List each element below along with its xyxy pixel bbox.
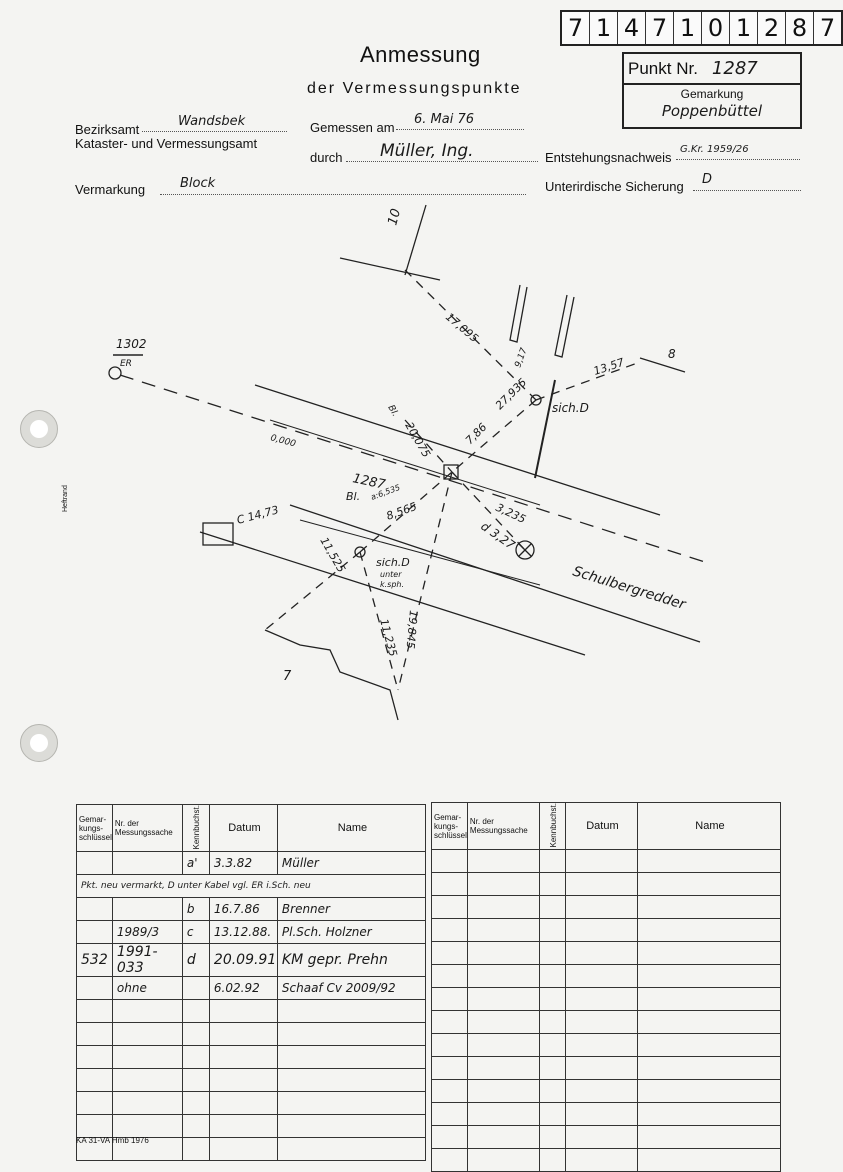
th-name-r: Name bbox=[637, 803, 780, 850]
table-row bbox=[432, 1011, 781, 1034]
sich-d2-label: sich.D bbox=[376, 556, 410, 569]
serial-digit: 4 bbox=[618, 12, 646, 44]
table-cell bbox=[565, 988, 637, 1011]
table-row bbox=[432, 988, 781, 1011]
table-cell bbox=[432, 1034, 468, 1057]
table-cell bbox=[277, 1023, 425, 1046]
gemessen-label: Gemessen am bbox=[310, 120, 395, 135]
table-row bbox=[432, 850, 781, 873]
table-cell bbox=[637, 1149, 780, 1172]
table-cell bbox=[77, 1069, 113, 1092]
table-row bbox=[77, 875, 426, 898]
table-row bbox=[77, 1046, 426, 1069]
punkt-value: 1287 bbox=[711, 58, 758, 79]
table-cell bbox=[112, 1023, 182, 1046]
table-note-cell: Pkt. neu vermarkt, D unter Kabel vgl. ER i.Sch. neu bbox=[77, 875, 426, 898]
punkt-label: Punkt Nr. bbox=[628, 58, 698, 78]
m-1473: C 14,73 bbox=[235, 503, 280, 527]
heftrand-label: Heftrand bbox=[62, 485, 69, 512]
sich-d-label: sich.D bbox=[552, 401, 589, 415]
m-17095: 17,095 bbox=[443, 310, 481, 346]
table-cell bbox=[77, 1092, 113, 1115]
table-cell: 16.7.86 bbox=[209, 898, 277, 921]
table-cell bbox=[77, 1023, 113, 1046]
table-cell bbox=[182, 1046, 209, 1069]
table-cell bbox=[77, 1115, 113, 1138]
table-cell bbox=[77, 898, 113, 921]
parcel-10: 10 bbox=[385, 207, 405, 228]
serial-digit: 1 bbox=[674, 12, 702, 44]
table-cell bbox=[637, 988, 780, 1011]
table-cell bbox=[432, 1057, 468, 1080]
th-gemarkung-r: Gemar-kungs-schlüssel bbox=[432, 803, 468, 850]
table-cell bbox=[467, 1034, 539, 1057]
table-cell bbox=[467, 850, 539, 873]
table-row bbox=[432, 1149, 781, 1172]
table-cell bbox=[637, 942, 780, 965]
table-cell bbox=[112, 1069, 182, 1092]
table-cell bbox=[637, 873, 780, 896]
table-cell bbox=[182, 1115, 209, 1138]
table-cell bbox=[637, 1080, 780, 1103]
label-1302-sub: ER bbox=[120, 359, 132, 369]
table-cell bbox=[637, 1126, 780, 1149]
th-name: Name bbox=[277, 805, 425, 852]
table-cell bbox=[565, 1011, 637, 1034]
th-kennbuchst-r: Kennbuchst. bbox=[548, 803, 558, 848]
table-cell bbox=[539, 988, 565, 1011]
serial-digit: 1 bbox=[730, 12, 758, 44]
table-cell bbox=[637, 850, 780, 873]
table-cell: 1989/3 bbox=[112, 921, 182, 944]
table-cell: d bbox=[182, 944, 209, 977]
table-cell bbox=[277, 1000, 425, 1023]
table-cell bbox=[467, 1011, 539, 1034]
table-row bbox=[432, 1034, 781, 1057]
table-cell bbox=[539, 1103, 565, 1126]
table-row bbox=[77, 1069, 426, 1092]
table-cell: 6.02.92 bbox=[209, 977, 277, 1000]
sicherung-value: D bbox=[702, 172, 713, 187]
m-786: 7,86 bbox=[462, 420, 490, 448]
bezirksamt-label: Bezirksamt bbox=[75, 122, 140, 137]
table-cell: b bbox=[182, 898, 209, 921]
table-cell: 13.12.88. bbox=[209, 921, 277, 944]
table-cell bbox=[565, 919, 637, 942]
table-cell bbox=[539, 896, 565, 919]
entstehung-label: Entstehungsnachweis bbox=[545, 150, 672, 165]
table-cell bbox=[539, 1126, 565, 1149]
table-cell bbox=[565, 965, 637, 988]
label-1302: 1302 bbox=[116, 337, 147, 351]
m-917: 9,17 bbox=[513, 346, 530, 370]
table-cell: Schaaf Cv 2009/92 bbox=[277, 977, 425, 1000]
th-gemarkung: Gemar-kungs-schlüssel bbox=[77, 805, 113, 852]
table-cell bbox=[112, 1046, 182, 1069]
table-cell bbox=[432, 1126, 468, 1149]
serial-digit: 7 bbox=[646, 12, 674, 44]
m-27935: 27,935 bbox=[492, 375, 530, 413]
table-cell bbox=[539, 1011, 565, 1034]
serial-digit: 1 bbox=[590, 12, 618, 44]
serial-digit: 7 bbox=[819, 14, 836, 42]
table-cell bbox=[277, 1069, 425, 1092]
table-cell bbox=[467, 873, 539, 896]
ladder-2 bbox=[555, 295, 574, 357]
table-cell bbox=[637, 965, 780, 988]
m-11525: 11,525 bbox=[317, 535, 348, 575]
gemessen-value: 6. Mai 76 bbox=[414, 112, 475, 127]
table-row bbox=[432, 1080, 781, 1103]
label-1287-sub: Bl. bbox=[346, 490, 361, 503]
table-cell bbox=[277, 1046, 425, 1069]
table-cell bbox=[432, 896, 468, 919]
register-table-right bbox=[431, 802, 781, 1172]
m-3235: 3,235 bbox=[493, 500, 528, 527]
table-cell bbox=[539, 1034, 565, 1057]
table-cell bbox=[539, 873, 565, 896]
boundary-10b bbox=[405, 205, 426, 275]
m-19845: 19,845 bbox=[403, 609, 420, 650]
table-cell bbox=[432, 965, 468, 988]
table-cell bbox=[432, 1103, 468, 1126]
table-cell bbox=[209, 1046, 277, 1069]
table-cell bbox=[277, 1115, 425, 1138]
table-cell bbox=[277, 1138, 425, 1161]
th-datum-r: Datum bbox=[565, 803, 637, 850]
table-cell bbox=[432, 942, 468, 965]
table-cell bbox=[565, 1103, 637, 1126]
table-cell bbox=[565, 850, 637, 873]
serial-digit: 2 bbox=[758, 12, 786, 44]
table-cell bbox=[112, 852, 182, 875]
table-cell: KM gepr. Prehn bbox=[277, 944, 425, 977]
table-row bbox=[77, 977, 426, 1000]
table-cell bbox=[77, 1000, 113, 1023]
th-messungssache-r: Nr. der Messungssache bbox=[467, 803, 539, 850]
label-1287: 1287 bbox=[351, 471, 387, 493]
table-cell: 532 bbox=[77, 944, 113, 977]
table-cell bbox=[77, 1046, 113, 1069]
table-cell: ohne bbox=[112, 977, 182, 1000]
table-cell bbox=[432, 1149, 468, 1172]
table-cell bbox=[432, 850, 468, 873]
table-row bbox=[432, 919, 781, 942]
table-cell bbox=[637, 919, 780, 942]
table-cell bbox=[637, 1057, 780, 1080]
table-cell bbox=[432, 1011, 468, 1034]
table-cell bbox=[467, 1126, 539, 1149]
boundary-8 bbox=[640, 358, 685, 372]
table-cell bbox=[539, 919, 565, 942]
table-cell bbox=[209, 1115, 277, 1138]
table-row bbox=[432, 965, 781, 988]
table-cell: 20.09.91 bbox=[209, 944, 277, 977]
table-cell bbox=[565, 1034, 637, 1057]
table-cell bbox=[565, 942, 637, 965]
table-cell bbox=[539, 1149, 565, 1172]
table-row bbox=[432, 1126, 781, 1149]
table-cell bbox=[467, 965, 539, 988]
table-cell bbox=[77, 852, 113, 875]
table-cell: a' bbox=[182, 852, 209, 875]
d327-label: d 3,27 bbox=[478, 518, 518, 553]
table-cell: Brenner bbox=[277, 898, 425, 921]
durch-value: Müller, Ing. bbox=[380, 141, 474, 161]
table-cell: 1991-033 bbox=[112, 944, 182, 977]
th-messungssache: Nr. der Messungssache bbox=[112, 805, 182, 852]
table-cell bbox=[565, 896, 637, 919]
table-row bbox=[432, 1103, 781, 1126]
m-20075: 20,075 bbox=[402, 420, 433, 460]
durch-label: durch bbox=[310, 150, 343, 165]
table-cell bbox=[112, 898, 182, 921]
fence bbox=[535, 380, 555, 478]
serial-digit: 0 bbox=[702, 12, 730, 44]
table-cell: Pl.Sch. Holzner bbox=[277, 921, 425, 944]
table-row bbox=[77, 1115, 426, 1138]
page-subtitle: der Vermessungspunkte bbox=[307, 80, 522, 97]
table-cell bbox=[209, 1000, 277, 1023]
road-edge-north bbox=[255, 385, 660, 515]
table-cell bbox=[112, 1115, 182, 1138]
ladder-1 bbox=[510, 285, 527, 342]
bezirksamt-value: Wandsbek bbox=[178, 114, 246, 129]
table-row bbox=[77, 921, 426, 944]
gemarkung-label: Gemarkung bbox=[680, 87, 744, 101]
kataster-label: Kataster- und Vermessungsamt bbox=[75, 136, 258, 151]
table-row bbox=[432, 873, 781, 896]
table-cell bbox=[565, 1057, 637, 1080]
th-datum: Datum bbox=[209, 805, 277, 852]
table-cell bbox=[467, 1080, 539, 1103]
m-6535: a:6,535 bbox=[369, 482, 402, 502]
table-cell bbox=[209, 1092, 277, 1115]
parcel-7: 7 bbox=[283, 669, 292, 684]
table-cell bbox=[182, 1069, 209, 1092]
m-1357: 13,57 bbox=[591, 355, 626, 378]
table-cell bbox=[539, 1080, 565, 1103]
table-cell bbox=[209, 1138, 277, 1161]
street-name: Schulbergredder bbox=[570, 563, 688, 613]
table-cell bbox=[209, 1069, 277, 1092]
table-cell bbox=[432, 1080, 468, 1103]
table-cell: 3.3.82 bbox=[209, 852, 277, 875]
gemarkung-value: Poppenbüttel bbox=[661, 102, 763, 120]
table-cell bbox=[182, 1023, 209, 1046]
table-row bbox=[77, 1023, 426, 1046]
table-cell bbox=[637, 1011, 780, 1034]
table-cell bbox=[182, 1092, 209, 1115]
table-row bbox=[77, 898, 426, 921]
m-11235: 11,235 bbox=[377, 617, 400, 658]
parcel-8: 8 bbox=[668, 347, 676, 361]
table-cell bbox=[565, 873, 637, 896]
table-cell bbox=[467, 896, 539, 919]
table-cell bbox=[277, 1092, 425, 1115]
table-cell bbox=[565, 1080, 637, 1103]
table-cell bbox=[637, 1034, 780, 1057]
table-cell bbox=[539, 965, 565, 988]
vermarkung-value: Block bbox=[180, 176, 216, 191]
table-cell bbox=[637, 896, 780, 919]
table-cell bbox=[539, 850, 565, 873]
serial-digit: 7 bbox=[562, 12, 590, 44]
table-row bbox=[77, 944, 426, 977]
table-cell bbox=[112, 1092, 182, 1115]
sicherung-label: Unterirdische Sicherung bbox=[545, 179, 684, 194]
table-row bbox=[77, 1092, 426, 1115]
table-cell bbox=[182, 1138, 209, 1161]
m-0000: 0,000 bbox=[269, 433, 297, 450]
table-cell bbox=[539, 942, 565, 965]
table-cell bbox=[209, 1023, 277, 1046]
table-cell bbox=[467, 919, 539, 942]
table-cell bbox=[182, 1000, 209, 1023]
table-cell bbox=[467, 1149, 539, 1172]
form-code: KA 31-VA Hmb 1976 bbox=[76, 1136, 149, 1145]
bl-small-label: Bl. bbox=[385, 403, 400, 419]
table-cell bbox=[467, 942, 539, 965]
table-cell bbox=[565, 1149, 637, 1172]
table-cell: Müller bbox=[277, 852, 425, 875]
table-cell: c bbox=[182, 921, 209, 944]
serial-digit: 8 bbox=[786, 12, 814, 44]
table-cell bbox=[432, 873, 468, 896]
m-8565: 8,565 bbox=[384, 499, 419, 523]
table-cell bbox=[539, 1057, 565, 1080]
page-title: Anmessung bbox=[360, 42, 481, 67]
table-cell bbox=[467, 1103, 539, 1126]
table-cell bbox=[182, 977, 209, 1000]
table-row bbox=[77, 852, 426, 875]
th-kennbuchst: Kennbuchst. bbox=[192, 805, 202, 850]
table-row bbox=[77, 1000, 426, 1023]
unter-label: unter bbox=[380, 570, 402, 579]
ksph-label: k.sph. bbox=[380, 580, 405, 589]
boundary-10 bbox=[340, 258, 440, 280]
table-row bbox=[432, 942, 781, 965]
vermarkung-label: Vermarkung bbox=[75, 182, 146, 197]
register-table-left bbox=[76, 804, 426, 1161]
table-cell bbox=[467, 988, 539, 1011]
table-cell bbox=[565, 1126, 637, 1149]
table-row bbox=[432, 1057, 781, 1080]
table-cell bbox=[77, 921, 113, 944]
table-cell bbox=[77, 977, 113, 1000]
table-cell bbox=[432, 988, 468, 1011]
entstehung-value: G.Kr. 1959/26 bbox=[680, 144, 749, 155]
table-cell bbox=[467, 1057, 539, 1080]
table-cell bbox=[112, 1000, 182, 1023]
table-row bbox=[432, 896, 781, 919]
table-cell bbox=[432, 919, 468, 942]
table-cell bbox=[637, 1103, 780, 1126]
